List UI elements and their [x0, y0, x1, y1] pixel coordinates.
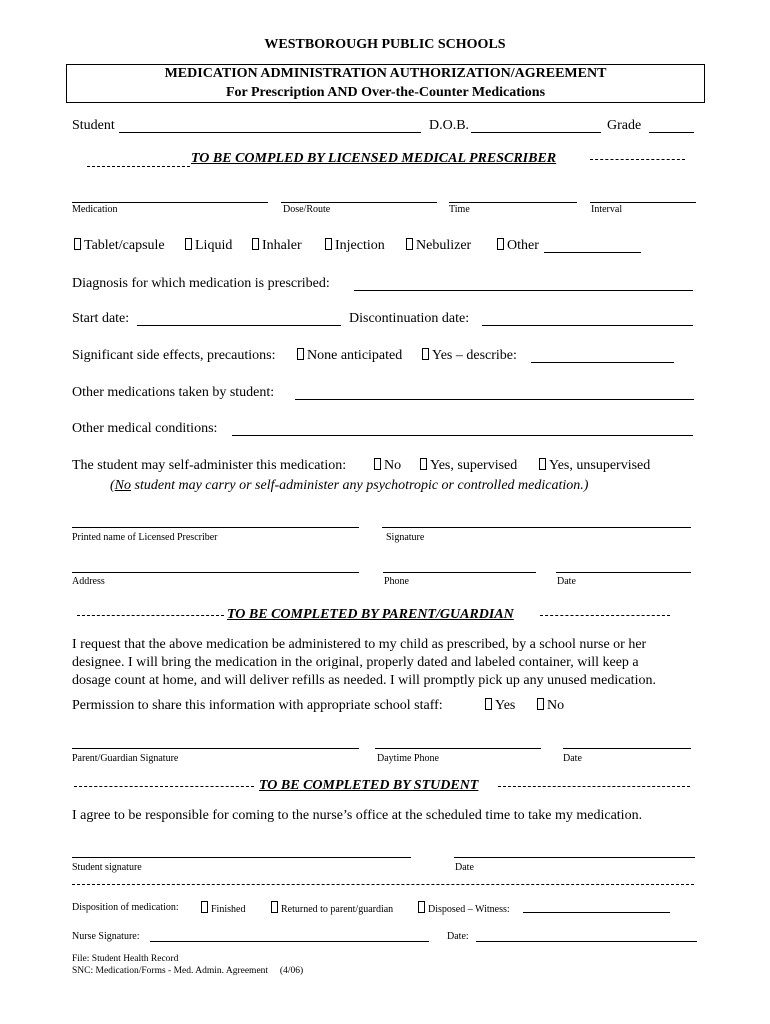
- dash-right: [540, 615, 670, 616]
- student-date-label: Date: [455, 862, 474, 873]
- nurse-signature-field[interactable]: [150, 941, 429, 942]
- self-supervised-option[interactable]: Yes, supervised: [420, 458, 517, 474]
- parent-para-line3: dosage count at home, and will deliver refills as needed. I will promptly pick up any unused medication.: [72, 673, 656, 688]
- form-injection[interactable]: Injection: [325, 238, 385, 254]
- disposition-disposed[interactable]: Disposed – Witness:: [418, 901, 510, 915]
- printed-name-label: Printed name of Licensed Prescriber: [72, 532, 218, 543]
- checkbox-self-no[interactable]: [374, 458, 381, 470]
- other-form-field[interactable]: [544, 252, 641, 253]
- checkbox-perm-yes[interactable]: [485, 698, 492, 710]
- checkbox-tablet[interactable]: [74, 238, 81, 250]
- dash-left: [74, 786, 254, 787]
- footer-file: File: Student Health Record: [72, 954, 179, 964]
- other-conditions-field[interactable]: [232, 435, 693, 436]
- form-title: MEDICATION ADMINISTRATION AUTHORIZATION/AGREEMENT: [164, 66, 607, 81]
- perm-yes-option[interactable]: Yes: [485, 698, 515, 714]
- self-unsupervised-option[interactable]: Yes, unsupervised: [539, 458, 650, 474]
- daytime-phone-label: Daytime Phone: [377, 753, 439, 764]
- dash-right: [498, 786, 690, 787]
- discontinuation-label: Discontinuation date:: [349, 311, 470, 326]
- form-nebulizer[interactable]: Nebulizer: [406, 238, 471, 254]
- self-admin-label: The student may self-administer this medication:: [72, 458, 347, 473]
- dash-left: [77, 615, 224, 616]
- checkbox-disposed[interactable]: [418, 901, 425, 913]
- interval-field[interactable]: [590, 202, 696, 203]
- student-section-title: TO BE COMPLETED BY STUDENT: [259, 778, 479, 793]
- daytime-phone-field[interactable]: [375, 748, 541, 749]
- student-signature-label: Student signature: [72, 862, 142, 873]
- nurse-date-field[interactable]: [476, 941, 697, 942]
- form-liquid[interactable]: Liquid: [185, 238, 232, 254]
- dose-route-label: Dose/Route: [283, 204, 331, 215]
- dose-route-field[interactable]: [281, 202, 437, 203]
- student-name-field[interactable]: [119, 132, 421, 133]
- checkbox-finished[interactable]: [201, 901, 208, 913]
- parent-para-line2: designee. I will bring the medication in the original, properly dated and labeled container, will keep a: [72, 655, 639, 670]
- checkbox-other[interactable]: [497, 238, 504, 250]
- address-label: Address: [72, 576, 105, 587]
- parent-section-title: TO BE COMPLETED BY PARENT/GUARDIAN: [227, 607, 514, 622]
- side-yes-option[interactable]: Yes – describe:: [422, 348, 517, 364]
- checkbox-inhaler[interactable]: [252, 238, 259, 250]
- student-label: Student: [72, 118, 115, 133]
- disposition-label: Disposition of medication:: [72, 902, 179, 913]
- phone-label: Phone: [384, 576, 409, 587]
- start-date-field[interactable]: [137, 325, 341, 326]
- phone-field[interactable]: [383, 572, 536, 573]
- nurse-signature-label: Nurse Signature:: [72, 931, 140, 942]
- psychotropic-note: (No student may carry or self-administer any psychotropic or controlled medication.): [110, 478, 589, 493]
- form-inhaler[interactable]: Inhaler: [252, 238, 302, 254]
- checkbox-side-yes[interactable]: [422, 348, 429, 360]
- parent-date-field[interactable]: [563, 748, 691, 749]
- dash-left: [87, 166, 190, 167]
- other-meds-label: Other medications taken by student:: [72, 385, 275, 400]
- school-name: WESTBOROUGH PUBLIC SCHOOLS: [264, 37, 506, 52]
- parent-signature-field[interactable]: [72, 748, 359, 749]
- signature-label: Signature: [386, 532, 425, 543]
- time-field[interactable]: [449, 202, 577, 203]
- side-none-option[interactable]: None anticipated: [297, 348, 402, 364]
- witness-field[interactable]: [523, 912, 670, 913]
- other-conditions-label: Other medical conditions:: [72, 421, 218, 436]
- student-agreement: I agree to be responsible for coming to the nurse’s office at the scheduled time to take my medication.: [72, 808, 643, 823]
- side-describe-field[interactable]: [531, 362, 674, 363]
- checkbox-returned[interactable]: [271, 901, 278, 913]
- time-label: Time: [449, 204, 470, 215]
- checkbox-self-supervised[interactable]: [420, 458, 427, 470]
- dash-right: [590, 159, 685, 160]
- printed-name-field[interactable]: [72, 527, 359, 528]
- parent-signature-label: Parent/Guardian Signature: [72, 753, 179, 764]
- prescriber-signature-field[interactable]: [382, 527, 691, 528]
- self-no-option[interactable]: No: [374, 458, 401, 474]
- date-field[interactable]: [556, 572, 691, 573]
- address-field[interactable]: [72, 572, 359, 573]
- date-label: Date: [557, 576, 576, 587]
- checkbox-injection[interactable]: [325, 238, 332, 250]
- interval-label: Interval: [591, 204, 623, 215]
- student-date-field[interactable]: [454, 857, 695, 858]
- form-other[interactable]: Other: [497, 238, 539, 254]
- prescriber-section-title: TO BE COMPLED BY LICENSED MEDICAL PRESCRIBER: [191, 151, 557, 166]
- checkbox-perm-no[interactable]: [537, 698, 544, 710]
- diagnosis-field[interactable]: [354, 290, 693, 291]
- student-signature-field[interactable]: [72, 857, 411, 858]
- other-meds-field[interactable]: [295, 399, 694, 400]
- footer-snc: SNC: Medication/Forms - Med. Admin. Agreement (4/06): [72, 966, 304, 976]
- form-subtitle: For Prescription AND Over-the-Counter Medications: [225, 85, 546, 100]
- parent-para-line1: I request that the above medication be administered to my child as prescribed, by a school nurse or her: [72, 637, 647, 652]
- grade-label: Grade: [607, 118, 642, 133]
- perm-no-option[interactable]: No: [537, 698, 564, 714]
- grade-field[interactable]: [649, 132, 694, 133]
- checkbox-side-none[interactable]: [297, 348, 304, 360]
- dob-field[interactable]: [471, 132, 601, 133]
- medication-field[interactable]: [72, 202, 268, 203]
- disposition-finished[interactable]: Finished: [201, 901, 245, 915]
- dob-label: D.O.B.: [429, 118, 470, 133]
- nurse-separator: [72, 884, 694, 885]
- permission-label: Permission to share this information with appropriate school staff:: [72, 698, 443, 713]
- nurse-date-label: Date:: [447, 931, 469, 942]
- parent-date-label: Date: [563, 753, 582, 764]
- medication-label: Medication: [72, 204, 118, 215]
- diagnosis-label: Diagnosis for which medication is prescribed:: [72, 276, 330, 291]
- form-tablet[interactable]: Tablet/capsule: [74, 238, 165, 254]
- disposition-returned[interactable]: Returned to parent/guardian: [271, 901, 393, 915]
- start-date-label: Start date:: [72, 311, 130, 326]
- side-effects-label: Significant side effects, precautions:: [72, 348, 276, 363]
- discontinuation-field[interactable]: [482, 325, 693, 326]
- checkbox-self-unsupervised[interactable]: [539, 458, 546, 470]
- checkbox-liquid[interactable]: [185, 238, 192, 250]
- checkbox-nebulizer[interactable]: [406, 238, 413, 250]
